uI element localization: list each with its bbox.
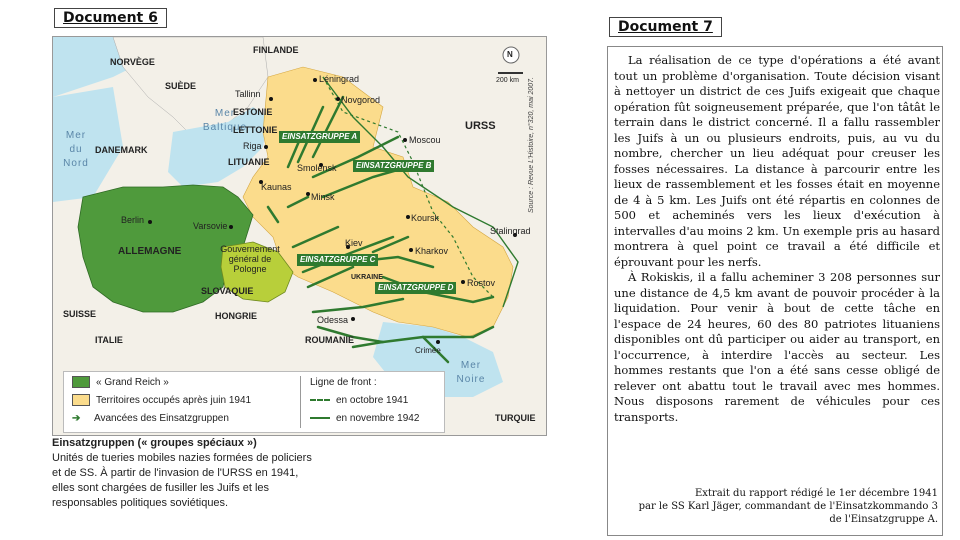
- legend-divider: [300, 376, 301, 428]
- label-norvege: NORVÈGE: [110, 57, 155, 67]
- document-6-label: Document 6: [54, 8, 167, 28]
- legend-occupied-label: Territoires occupés après juin 1941: [96, 395, 252, 406]
- unit-einsatzgruppe-a: EINSATZGRUPPE A: [279, 131, 360, 143]
- legend-advances: [72, 412, 229, 426]
- label-roumanie: ROUMANIE: [305, 335, 354, 345]
- legend-front-title: Ligne de front :: [310, 377, 377, 388]
- city-smolensk: Smolensk: [297, 163, 337, 173]
- unit-einsatzgruppe-c: EINSATZGRUPPE C: [297, 254, 378, 266]
- label-gouvernement: Gouvernement général de Pologne: [220, 244, 280, 274]
- legend-reich-label: « Grand Reich »: [96, 377, 169, 388]
- legend-occupied-swatch: [72, 394, 90, 406]
- legend-arrow-icon: ➔: [72, 413, 81, 424]
- label-suede: SUÈDE: [165, 81, 197, 91]
- report-source-line-3: de l'Einsatzgruppe A.: [829, 514, 938, 525]
- city-varsovie: Varsovie: [193, 221, 228, 231]
- label-lettonie: LETTONIE: [233, 125, 278, 135]
- report-paragraph-1: La réalisation de ce type d'opérations a été avant tout un problème d'organisation. Toute décision visant à nettoyer un district de ces Juifs exigeait que chaque opération fût soigneusement préparée, que l'on tâtât le terrain dans le district concerné. Il a fallu rassembler les Juifs à un ou plusieurs endroits, puis, au vu du nombre, chercher un lieu adéquat pour creuser les fosses nécessaires. La distance à parcourir entre les lieux de rassemblement et les fosses était en moyenne de 4 à 5 km. Les Juifs ont été répartis en colonnes de 500 et acheminés vers les lieux d'exécution à intervalles d'au moins 2 km. Un exemple pris au hasard montrera à quel point ce travail a été difficile et éprouvant pour les nerfs.: [614, 53, 940, 269]
- einsatzgruppen-map: [52, 36, 547, 436]
- legend-advances-label: Avancées des Einsatzgruppen: [94, 413, 229, 424]
- legend-occupied: [72, 394, 251, 408]
- legend-solid-line-icon: [310, 417, 330, 419]
- map-legend: [63, 371, 445, 433]
- city-kiev: Kiev: [345, 238, 363, 248]
- report-source: [628, 487, 938, 526]
- label-allemagne: ALLEMAGNE: [118, 246, 182, 257]
- label-lituanie: LITUANIE: [228, 157, 270, 167]
- label-slovaquie: SLOVAQUIE: [201, 286, 254, 296]
- city-berlin: Berlin: [121, 215, 145, 225]
- label-suisse: SUISSE: [63, 309, 97, 319]
- city-crimee: Crimée: [415, 346, 441, 355]
- label-danemark: DANEMARK: [95, 145, 148, 155]
- sea-black: Mer Noire: [456, 360, 486, 385]
- north-mark: N: [507, 50, 513, 59]
- legend-front-nov: [310, 412, 419, 426]
- city-rostov: Rostov: [467, 278, 496, 288]
- label-turquie: TURQUIE: [495, 413, 536, 423]
- city-odessa: Odessa: [317, 315, 349, 325]
- document-7-label: Document 7: [609, 17, 722, 37]
- report-text: [614, 53, 940, 425]
- caption-body: Unités de tueries mobiles nazies formées de policiers et de SS. À partir de l'invasion de l'URSS en 1941, elles sont chargées de fusiller les Juifs et les responsables politiques soviétiques.: [52, 452, 312, 509]
- city-stalingrad: Stalingrad: [490, 226, 531, 236]
- sea-north: Mer du Nord: [63, 130, 89, 169]
- caption-title: Einsatzgruppen (« groupes spéciaux »): [52, 437, 257, 449]
- report-paragraph-2: À Rokiskis, il a fallu acheminer 3 208 personnes sur une distance de 4,5 km avant de pouvoir procéder à la liquidation. Pour venir à bout de cette tâche en l'espace de 24 heures, 60 des 80 patriotes lituaniens disponibles ont dû participer ou aider au transport, en l'occurrence, à interdire l'accès au secteur. Les hommes restants que l'on a été sans cesse obligé de relever ont abattu tout le travail avec mes hommes. Nous disposons rarement de véhicules pour ces transports.: [614, 270, 940, 424]
- city-novgorod: Novgorod: [341, 95, 381, 105]
- report-source-line-1: Extrait du rapport rédigé le 1er décembre 1941: [694, 488, 938, 499]
- legend-front-oct: [310, 394, 408, 408]
- city-koursk: Koursk: [411, 213, 440, 223]
- legend-front-oct-label: en octobre 1941: [336, 395, 409, 406]
- label-urss: URSS: [465, 120, 496, 132]
- legend-dashed-line-icon: [310, 399, 330, 401]
- unit-einsatzgruppe-b: EINSATZGRUPPE B: [353, 160, 434, 172]
- map-caption: [52, 436, 314, 511]
- city-tallinn: Tallinn: [235, 89, 261, 99]
- label-estonie: ESTONIE: [233, 107, 273, 117]
- map-source: Source : Revue L'Histoire, n°320, mai 2007.: [528, 77, 535, 214]
- city-riga: Riga: [243, 141, 262, 151]
- report-source-line-2: par le SS Karl Jäger, commandant de l'Einsatzkommando 3: [638, 501, 938, 512]
- report-extract: [607, 46, 943, 536]
- city-moscou: Moscou: [409, 135, 441, 145]
- city-minsk: Minsk: [311, 192, 335, 202]
- city-leningrad: Léningrad: [319, 74, 360, 84]
- label-italie: ITALIE: [95, 335, 123, 345]
- city-kaunas: Kaunas: [261, 182, 292, 192]
- legend-reich: [72, 376, 169, 390]
- label-ukraine: UKRAINE: [351, 274, 383, 281]
- unit-einsatzgruppe-d: EINSATZGRUPPE D: [375, 282, 456, 294]
- sea-baltic: Mer Baltique: [202, 108, 248, 133]
- label-hongrie: HONGRIE: [215, 311, 258, 321]
- label-finlande: FINLANDE: [253, 45, 299, 55]
- legend-reich-swatch: [72, 376, 90, 388]
- legend-front-nov-label: en novembre 1942: [336, 413, 420, 424]
- city-kharkov: Kharkov: [415, 246, 449, 256]
- scale-label: 200 km: [496, 77, 519, 84]
